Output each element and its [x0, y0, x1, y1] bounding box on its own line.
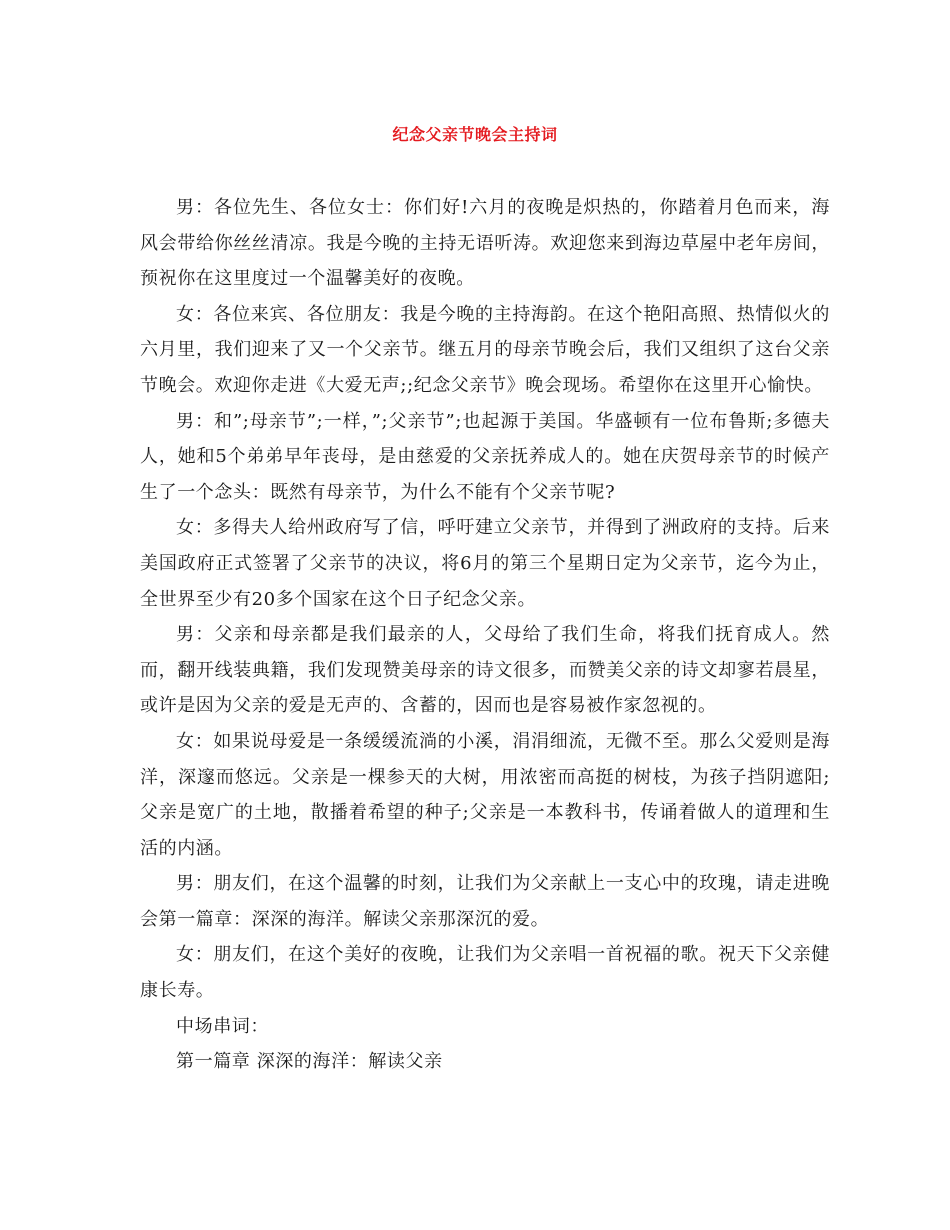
- paragraph-female-opening: 女：各位来宾、各位朋友：我是今晚的主持海韵。在这个艳阳高照、热情似火的六月里，我们迎来了又一个父亲节。继五月的母亲节晚会后，我们又组织了这台父亲节晚会。欢迎你走进《大爱无声;;纪念父亲节》晚会现场。希望你在这里开心愉快。: [140, 303, 830, 396]
- paragraph-male-reflection: 男：父亲和母亲都是我们最亲的人，父母给了我们生命，将我们抚育成人。然而，翻开线装典籍，我们发现赞美母亲的诗文很多，而赞美父亲的诗文却寥若晨星，或许是因为父亲的爱是无声的、含蓄的，因而也是容易被作家忽视的。: [140, 624, 830, 717]
- paragraph-female-metaphor: 女：如果说母爱是一条缓缓流淌的小溪，涓涓细流，无微不至。那么父爱则是海洋，深邃而悠远。父亲是一棵参天的大树，用浓密而高挺的树枝，为孩子挡阴遮阳;父亲是宽广的土地，散播着希望的种子;父亲是一本教科书，传诵着做人的道理和生活的内涵。: [140, 730, 830, 859]
- document-title: 纪念父亲节晚会主持词: [392, 125, 558, 144]
- paragraph-male-opening: 男：各位先生、各位女士：你们好!六月的夜晚是炽热的，你踏着月色而来，海风会带给你丝丝清凉。我是今晚的主持无语听涛。欢迎您来到海边草屋中老年房间，预祝你在这里度过一个温馨美好的夜晚。: [140, 197, 830, 290]
- paragraph-male-origin: 男：和”;母亲节”;一样，”;父亲节”;也起源于美国。华盛顿有一位布鲁斯;多德夫人，她和5个弟弟早年丧母，是由慈爱的父亲抚养成人的。她在庆贺母亲节的时候产生了一个念头：既然有母亲节，为什么不能有个父亲节呢?: [140, 410, 830, 503]
- paragraph-male-chapter-intro: 男：朋友们，在这个温馨的时刻，让我们为父亲献上一支心中的玫瑰，请走进晚会第一篇章：深深的海洋。解读父亲那深沉的爱。: [140, 873, 830, 930]
- paragraph-chapter-one-heading: 第一篇章 深深的海洋：解读父亲: [176, 1051, 443, 1073]
- paragraph-interlude-heading: 中场串词：: [176, 1015, 269, 1037]
- paragraph-female-blessing: 女：朋友们，在这个美好的夜晚，让我们为父亲唱一首祝福的歌。祝天下父亲健康长寿。: [140, 944, 830, 1002]
- document-body: [140, 190, 830, 1080]
- paragraph-female-history: 女：多得夫人给州政府写了信，呼吁建立父亲节，并得到了洲政府的支持。后来美国政府正式签署了父亲节的决议，将6月的第三个星期日定为父亲节，迄今为止，全世界至少有20多个国家在这个日子纪念父亲。: [140, 517, 830, 610]
